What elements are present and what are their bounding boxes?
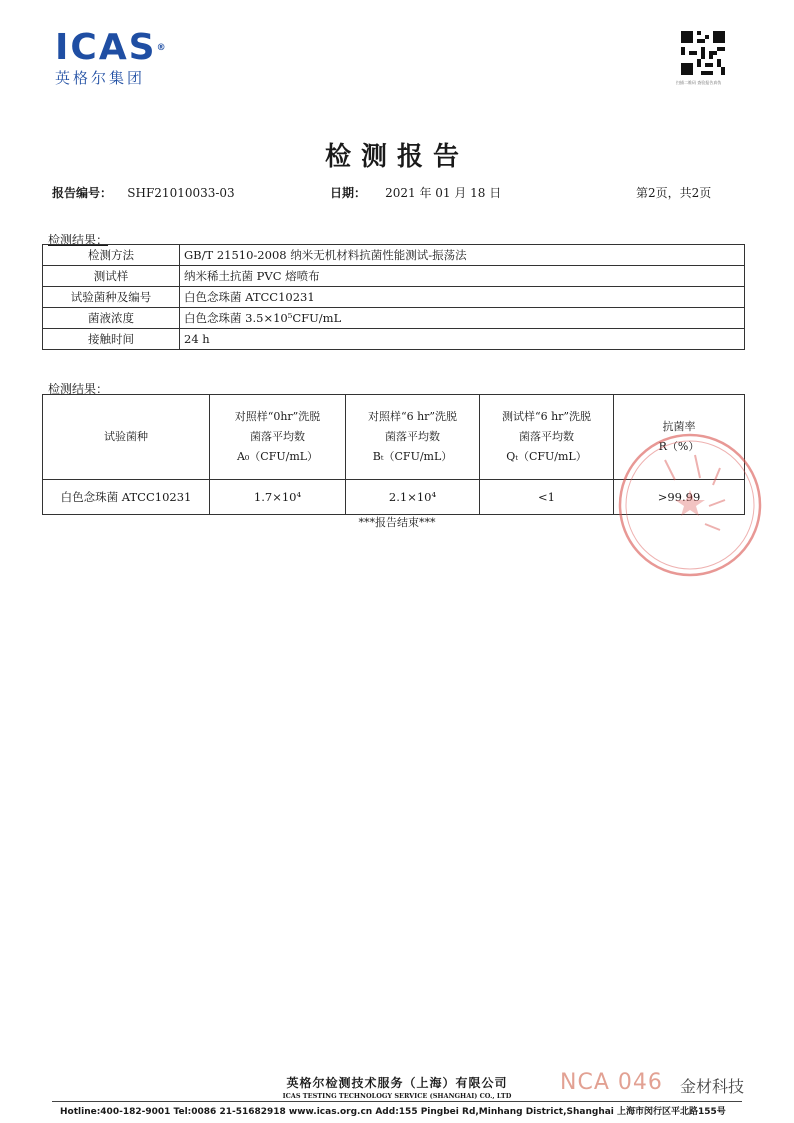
section2-label: 检测结果：	[48, 382, 109, 396]
row-value: 24 h	[180, 329, 745, 350]
header-line: Qₜ（CFU/mL）	[506, 450, 587, 463]
row-value: 纳米稀土抗菌 PVC 熔喷布	[180, 266, 745, 287]
watermark-source: 金材科技	[680, 1077, 745, 1096]
logo-brand: ICAS	[55, 27, 157, 68]
cell-rate: >99.99	[614, 480, 745, 515]
report-number-label: 报告编号：	[52, 186, 113, 200]
footer-divider	[52, 1101, 742, 1102]
table-row	[43, 266, 745, 287]
footer-company-en: ICAS TESTING TECHNOLOGY SERVICE (SHANGHAI) CO., LTD	[282, 1092, 512, 1100]
cell-qt: <1	[480, 480, 614, 515]
header-line: 菌落平均数	[385, 430, 440, 443]
col-header-test-6hr	[480, 395, 614, 480]
report-date-label: 日期：	[330, 186, 367, 200]
col-header-control-0hr	[210, 395, 346, 480]
registered-mark: ®	[156, 43, 166, 53]
header-line: 抗菌率	[662, 420, 696, 433]
col-header-control-6hr	[346, 395, 480, 480]
header-line: 菌落平均数	[250, 430, 305, 443]
page-indicator: 第2页，共2页	[636, 186, 712, 200]
header-line: 试验菌种	[104, 430, 148, 443]
company-seal-stamp	[605, 420, 775, 590]
report-number-value: SHF21010033-03	[127, 186, 235, 200]
qr-caption: 扫描二维码 查验报告真伪	[676, 80, 722, 85]
cell-a0: 1.7×10⁴	[210, 480, 346, 515]
row-label: 测试样	[43, 266, 180, 287]
table-row	[43, 245, 745, 266]
row-value: GB/T 21510-2008 纳米无机材料抗菌性能测试-振荡法	[180, 245, 745, 266]
table-row	[43, 308, 745, 329]
company-logo	[55, 27, 166, 88]
report-number	[52, 184, 235, 201]
watermark-code: NCA 046	[560, 1070, 663, 1095]
row-value: 白色念珠菌 3.5×10⁵CFU/mL	[180, 308, 745, 329]
logo-brand-cn: 英格尔集团	[55, 69, 146, 87]
end-note: ***报告结束***	[358, 516, 436, 529]
cell-bt: 2.1×10⁴	[346, 480, 480, 515]
section1-label: 检测结果：	[48, 233, 109, 247]
header-line: A₀（CFU/mL）	[236, 450, 319, 463]
header-line: 对照样“6 hr”洗脱	[367, 410, 458, 423]
col-header-strain	[43, 395, 210, 480]
row-label: 菌液浓度	[43, 308, 180, 329]
header-line: R（%）	[658, 440, 700, 453]
header-line: 测试样“6 hr”洗脱	[501, 410, 592, 423]
table-row	[43, 287, 745, 308]
report-date-value: 2021 年 01 月 18 日	[385, 186, 502, 200]
header-line: 菌落平均数	[519, 430, 574, 443]
row-value: 白色念珠菌 ATCC10231	[180, 287, 745, 308]
cell-strain: 白色念珠菌 ATCC10231	[43, 480, 210, 515]
report-date	[330, 184, 501, 201]
header-line: 对照样“0hr”洗脱	[234, 410, 321, 423]
qr-code-icon	[681, 31, 725, 75]
page-title: 检测报告	[324, 142, 469, 172]
footer-company-cn: 英格尔检测技术服务（上海）有限公司	[286, 1076, 508, 1090]
row-label: 接触时间	[43, 329, 180, 350]
row-label: 试验菌种及编号	[43, 287, 180, 308]
table-row	[43, 329, 745, 350]
footer-contact: Hotline:400-182-9001 Tel:0086 21-51682918 www.icas.org.cn Add:155 Pingbei Rd,Minhang District,Shanghai 上海市闵行区平北路155号	[60, 1107, 726, 1117]
row-label: 检测方法	[43, 245, 180, 266]
test-info-table	[42, 244, 745, 350]
header-line: Bₜ（CFU/mL）	[372, 450, 453, 463]
